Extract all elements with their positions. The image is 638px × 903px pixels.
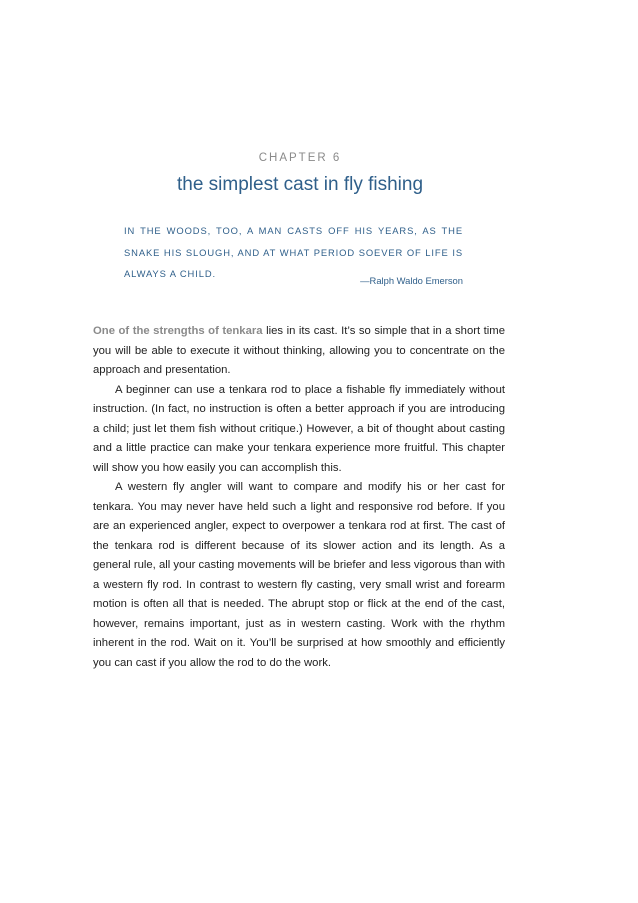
chapter-number: CHAPTER 6 [258,152,342,164]
chapter-body [93,322,505,673]
paragraph-1 [93,322,505,381]
paragraph-2: A beginner can use a tenkara rod to place a fishable fly immediately without instruction. (In fact, no instruction is often a better approach if you are introducing a child; just let them fish without critique.) However, a bit of thought about casting and a little practice can make your tenkara experience more fruitful. This chapter will show you how easily you can accomplish this. [93,383,505,474]
epigraph-attribution: —Ralph Waldo Emerson [360,275,463,286]
paragraph-lead-in: One of the strengths of tenkara [93,325,263,337]
chapter-title: the simplest cast in fly fishing [176,174,424,195]
epigraph-quote: IN THE WOODS, TOO, A MAN CASTS OFF HIS YEARS, AS THE SNAKE HIS SLOUGH, AND AT WHAT PERIOD SOEVER OF LIFE IS ALWAYS A CHILD. [124,225,463,279]
paragraph-3: A western fly angler will want to compare and modify his or her cast for tenkara. You may never have held such a light and responsive rod before. If you are an experienced angler, expect to overpower a tenkara rod at first. The cast of the tenkara rod is different because of its slower action and its length. As a general rule, all your casting movements will be briefer and less vigorous than with a western fly rod. In contrast to western fly casting, very small wrist and forearm motion is often all that is needed. The abrupt stop or flick at the end of the cast, however, remains important, just as in western casting. Work with the rhythm inherent in the rod. Wait on it. You’ll be surprised at how smoothly and efficiently you can cast if you allow the rod to do the work. [93,481,505,669]
paragraph-1-text: lies in its cast. It’s so simple that in a short time you will be able to execute it without thinking, allowing you to concentrate on the approach and presentation. [93,325,505,376]
